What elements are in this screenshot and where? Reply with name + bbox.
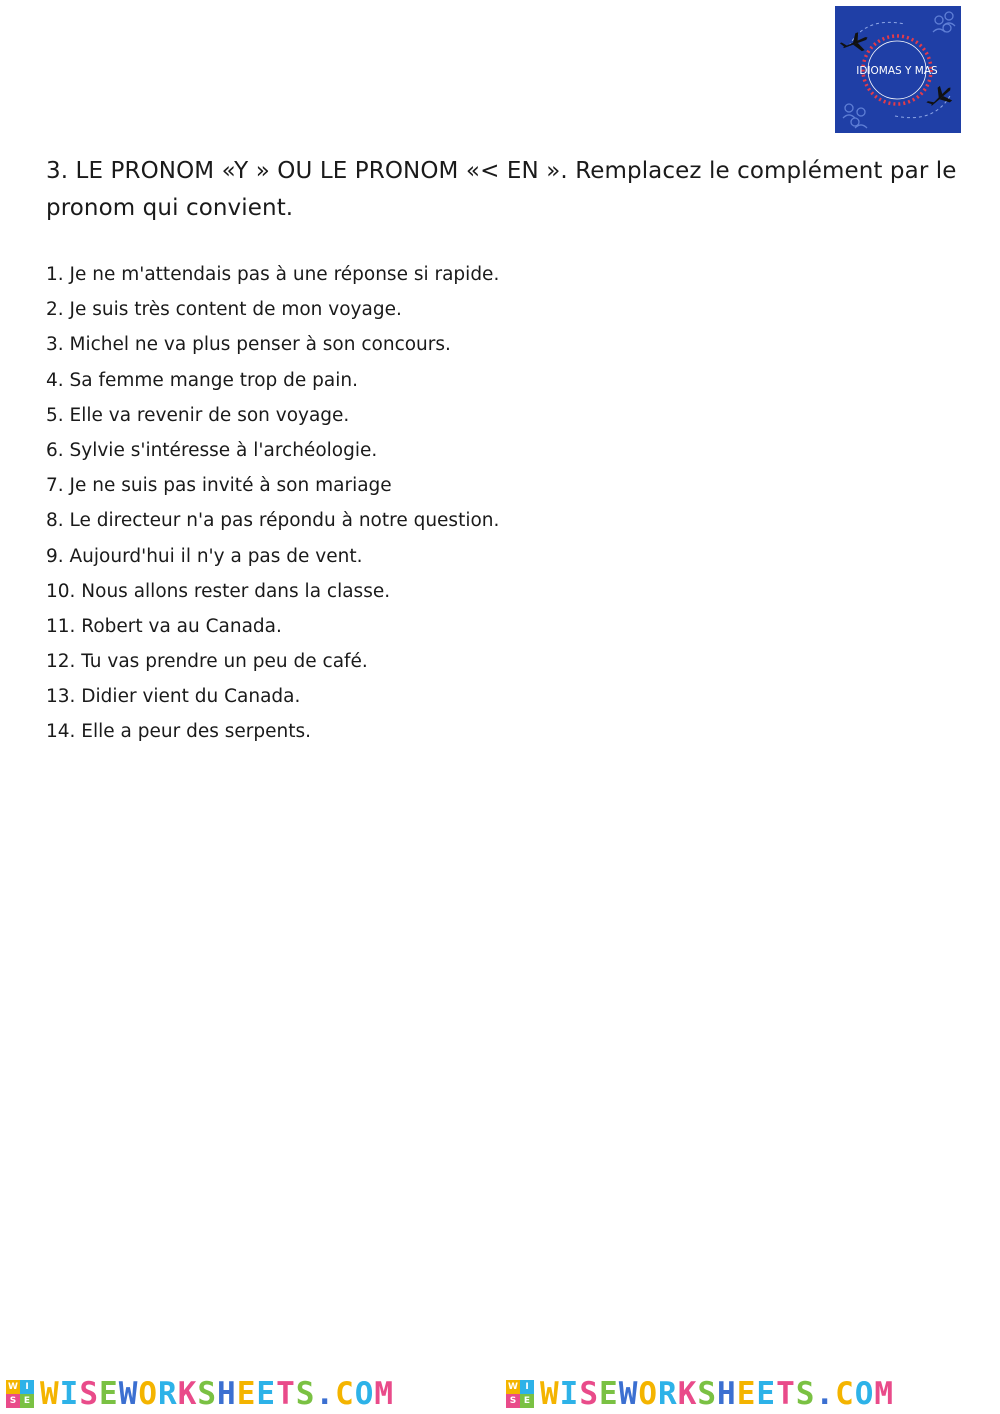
- list-item: 6. Sylvie s'intéresse à l'archéologie.: [46, 439, 378, 461]
- list-item: 9. Aujourd'hui il n'y a pas de vent.: [46, 545, 363, 567]
- list-item: 11. Robert va au Canada.: [46, 615, 282, 637]
- list-item: 14. Elle a peur des serpents.: [46, 721, 311, 743]
- wiseworksheets-badge-icon: W I S E: [506, 1380, 534, 1408]
- list-item: 8. Le directeur n'a pas répondu à notre question.: [46, 510, 500, 532]
- list-item: 12. Tu vas prendre un peu de café.: [46, 651, 368, 673]
- exercise-list: [46, 257, 499, 750]
- list-item: 2. Je suis très content de mon voyage.: [46, 299, 402, 321]
- idiomas-y-mas-logo: [835, 6, 961, 133]
- wiseworksheets-brand: [500, 1374, 1000, 1414]
- list-item: 5. Elle va revenir de son voyage.: [46, 404, 350, 426]
- list-item: 1. Je ne m'attendais pas à une réponse si rapide.: [46, 264, 500, 285]
- wiseworksheets-brand: [0, 1374, 500, 1414]
- list-item: 13. Didier vient du Canada.: [46, 686, 301, 708]
- list-item: 7. Je ne suis pas invité à son mariage: [46, 475, 392, 497]
- logo-graphic: [835, 6, 961, 133]
- airplane-icon: [838, 30, 871, 57]
- exercise-heading: 3. LE PRONOM «Y » OU LE PRONOM «< EN ». Remplacez le complément par le pronom qui convient.: [46, 158, 957, 221]
- wiseworksheets-badge-icon: W I S E: [6, 1380, 34, 1408]
- logo-text: IDIOMAS Y MAS: [856, 65, 938, 77]
- list-item: 10. Nous allons rester dans la classe.: [46, 580, 391, 602]
- brand-text: WISEWORKSHEETS.COM: [540, 1376, 895, 1412]
- list-item: 3. Michel ne va plus penser à son concours.: [46, 334, 451, 356]
- footer-watermark: [0, 1374, 1000, 1414]
- airplane-icon: [924, 81, 958, 114]
- brand-text: WISEWORKSHEETS.COM: [40, 1376, 395, 1412]
- list-item: 4. Sa femme mange trop de pain.: [46, 369, 359, 391]
